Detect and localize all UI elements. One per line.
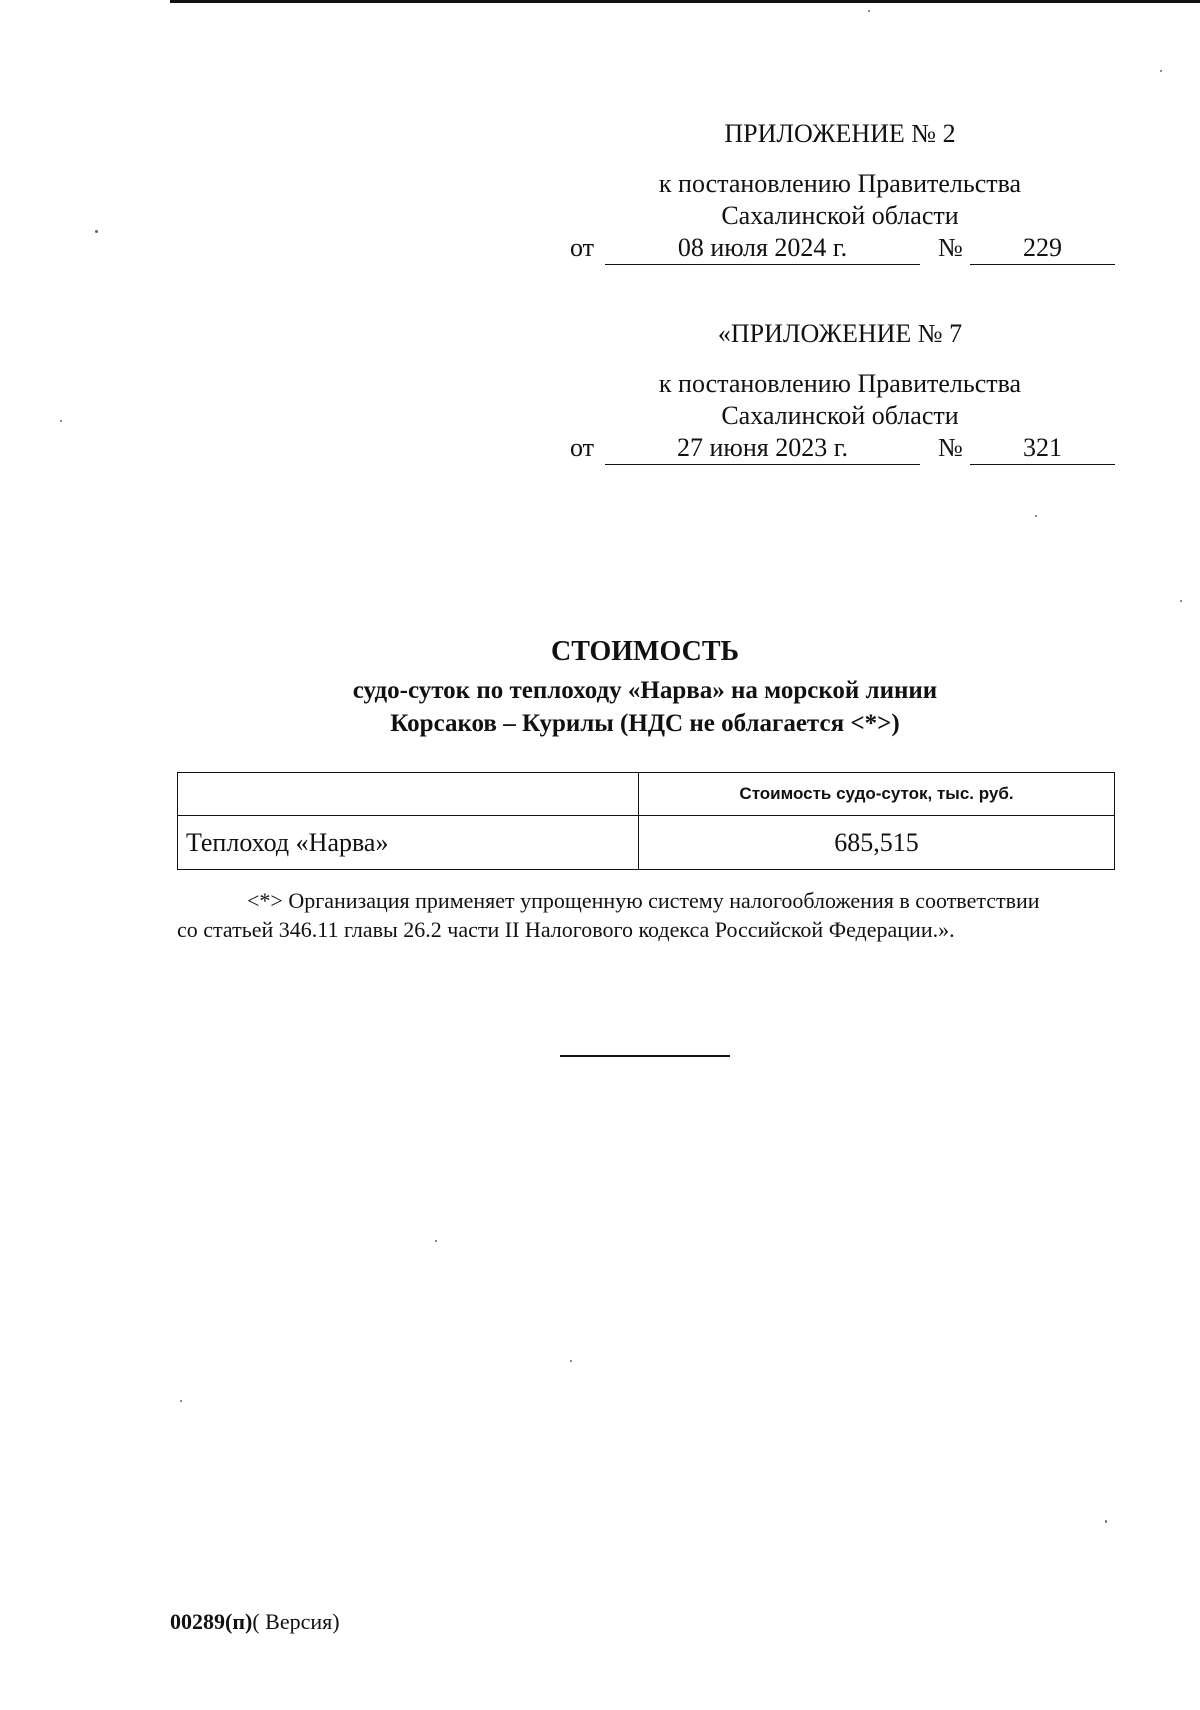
top-border-rule <box>170 0 1200 3</box>
appendix-new-reference <box>560 232 1120 266</box>
appendix-old-line2: Сахалинской области <box>721 401 959 430</box>
appendix-old-block <box>560 318 1120 466</box>
heading-subtitle-line2: Корсаков – Курилы (НДС не облагается <*>) <box>390 710 900 737</box>
table-cell-cost: 685,515 <box>639 816 1115 870</box>
appendix-new-title: ПРИЛОЖЕНИЕ № 2 <box>724 119 956 148</box>
scan-speck <box>435 1240 437 1242</box>
from-label: от <box>570 233 595 262</box>
scan-speck <box>1035 515 1037 517</box>
appendix-old-line1: к постановлению Правительства <box>658 369 1022 398</box>
table-cell-vessel: Теплоход «Нарва» <box>178 816 639 870</box>
document-code-number: 00289(п) <box>170 1609 253 1634</box>
document-code-version: ( Версия) <box>252 1609 340 1634</box>
scan-speck <box>95 230 98 233</box>
document-code <box>170 1608 340 1636</box>
scan-speck <box>868 10 870 12</box>
number-label: № <box>938 233 963 262</box>
table-row <box>178 816 1115 870</box>
footnote <box>177 886 1115 944</box>
scan-speck <box>570 1360 572 1362</box>
footnote-line2: со статьей 346.11 главы 26.2 части II Налогового кодекса Российской Федерации.». <box>177 917 955 942</box>
appendix-new-block <box>560 118 1120 266</box>
appendix-old-reference <box>560 432 1120 466</box>
table-header-vessel <box>178 773 639 816</box>
scan-speck <box>1160 70 1162 72</box>
scan-speck <box>180 1400 182 1402</box>
scan-speck <box>1105 1520 1107 1523</box>
from-label: от <box>570 433 595 462</box>
document-heading <box>170 632 1120 740</box>
appendix-old-number: 321 <box>970 432 1115 465</box>
appendix-old-title: «ПРИЛОЖЕНИЕ № 7 <box>717 319 963 348</box>
heading-title: СТОИМОСТЬ <box>550 636 740 667</box>
appendix-old-date: 27 июня 2023 г. <box>605 432 920 465</box>
appendix-new-line1: к постановлению Правительства <box>658 169 1022 198</box>
scan-speck <box>1180 600 1182 602</box>
scan-speck <box>60 420 62 422</box>
number-label: № <box>938 433 963 462</box>
table-header-row <box>178 773 1115 816</box>
appendix-new-line2: Сахалинской области <box>721 201 959 230</box>
heading-subtitle-line1: судо-суток по теплоходу «Нарва» на морской линии <box>352 677 938 704</box>
footnote-line1: <*> Организация применяет упрощенную систему налогообложения в соответствии <box>247 888 1040 913</box>
appendix-new-number: 229 <box>970 232 1115 265</box>
appendix-new-date: 08 июля 2024 г. <box>605 232 920 265</box>
cost-table <box>177 772 1115 870</box>
separator-line <box>560 1055 730 1057</box>
table-header-cost: Стоимость судо-суток, тыс. руб. <box>639 773 1115 816</box>
